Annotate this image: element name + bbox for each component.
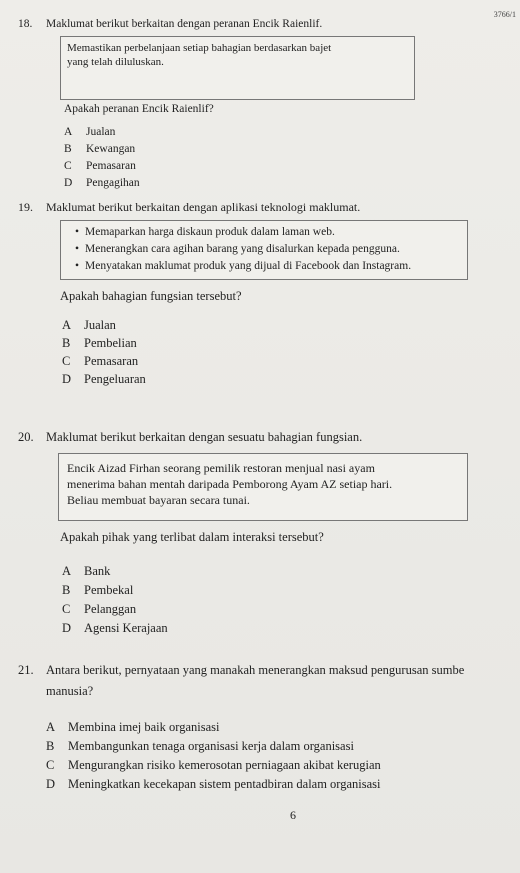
bullet-item: • Memaparkan harga diskaun produk dalam laman web.	[85, 224, 461, 241]
question-20-options	[62, 562, 168, 638]
option-c[interactable]: C Pemasaran	[62, 354, 139, 368]
question-21-options	[46, 718, 381, 794]
question-20-prompt: Apakah pihak yang terlibat dalam interaksi tersebut?	[60, 530, 324, 544]
question-18-prompt: Apakah peranan Encik Raienlif?	[64, 103, 214, 115]
option-c[interactable]: C Pemasaran	[64, 160, 136, 172]
question-20-stem: 20. Maklumat berikut berkaitan dengan sesuatu bahagian fungsian.	[18, 430, 363, 444]
page-code: 3766/1	[493, 10, 516, 19]
bullet-item: • Menerangkan cara agihan barang yang disalurkan kepada pengguna.	[85, 241, 461, 258]
option-d[interactable]: D Agensi Kerajaan	[62, 621, 168, 635]
question-18-info-box: Memastikan perbelanjaan setiap bahagian berdasarkan bajet yang telah diluluskan.	[60, 36, 415, 100]
option-a[interactable]: A Bank	[62, 564, 111, 578]
question-19-options	[62, 316, 146, 388]
question-19-prompt: Apakah bahagian fungsian tersebut?	[60, 289, 242, 303]
option-b[interactable]: B Membangunkan tenaga organisasi kerja dalam organisasi	[46, 739, 354, 753]
bullet-item: • Menyatakan maklumat produk yang dijual di Facebook dan Instagram.	[85, 258, 461, 275]
question-19-bullet-list	[71, 224, 461, 275]
option-d[interactable]: D Pengagihan	[64, 177, 140, 189]
option-b[interactable]: B Pembekal	[62, 583, 134, 597]
page-number: 6	[290, 808, 296, 822]
question-20-info-box: Encik Aizad Firhan seorang pemilik restoran menjual nasi ayam menerima bahan mentah daripada Pemborong Ayam AZ setiap hari. Beliau membuat bayaran secara tunai.	[58, 453, 468, 521]
question-21-stem: 21. Antara berikut, pernyataan yang manakah menerangkan maksud pengurusan sumbe	[18, 663, 465, 677]
option-b[interactable]: B Kewangan	[64, 143, 136, 155]
question-18-stem: 18. Maklumat berikut berkaitan dengan peranan Encik Raienlif.	[18, 18, 323, 30]
option-b[interactable]: B Pembelian	[62, 336, 137, 350]
question-21-stem-continued: manusia?	[46, 684, 94, 698]
option-c[interactable]: C Mengurangkan risiko kemerosotan perniagaan akibat kerugian	[46, 758, 381, 772]
question-19-info-box	[60, 220, 468, 280]
option-a[interactable]: A Jualan	[64, 126, 116, 138]
option-d[interactable]: D Pengeluaran	[62, 372, 146, 386]
option-d[interactable]: D Meningkatkan kecekapan sistem pentadbiran dalam organisasi	[46, 777, 381, 791]
option-a[interactable]: A Jualan	[62, 318, 116, 332]
option-c[interactable]: C Pelanggan	[62, 602, 137, 616]
option-a[interactable]: A Membina imej baik organisasi	[46, 720, 220, 734]
question-19-stem: 19. Maklumat berikut berkaitan dengan aplikasi teknologi maklumat.	[18, 200, 361, 214]
question-18-options	[64, 124, 140, 192]
